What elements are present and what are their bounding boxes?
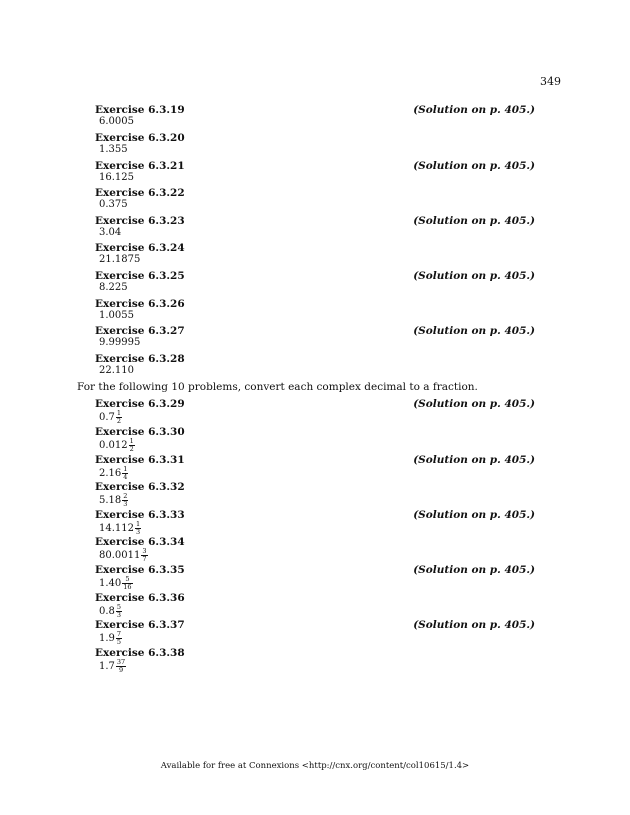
exercise-item [95,619,535,646]
exercise-value: 22.110 [99,365,134,376]
exercise-title: Exercise 6.3.32 [95,481,185,493]
exercise-value [99,493,128,508]
exercise-title: Exercise 6.3.29 [95,398,185,410]
decimal-part: 1.7 [99,661,115,672]
fraction [122,466,128,481]
exercise-title: Exercise 6.3.27 [95,325,185,337]
solution-link[interactable]: (Solution on p. 405.) [413,325,535,337]
decimal-part: 2.16 [99,468,122,479]
solution-link[interactable]: (Solution on p. 405.) [413,270,535,282]
solution-link[interactable]: (Solution on p. 405.) [413,104,535,116]
exercise-title: Exercise 6.3.33 [95,509,185,521]
fraction [122,576,132,591]
footer-text: Available for free at Connexions <http://cnx.org/content/col10615/1.4> [160,761,470,771]
exercise-title: Exercise 6.3.38 [95,647,185,659]
exercise-item [95,132,535,156]
fraction [141,548,147,563]
exercise-value: 9.99995 [99,337,141,348]
exercise-item [95,325,535,349]
exercise-value: 3.04 [99,227,122,238]
exercise-title: Exercise 6.3.26 [95,298,185,310]
exercise-title: Exercise 6.3.28 [95,353,185,365]
fraction-numerator: 5 [122,576,132,584]
fraction-denominator: 9 [118,666,124,674]
fraction-denominator: 2 [129,445,134,453]
exercise-title: Exercise 6.3.35 [95,564,185,576]
exercise-value [99,631,122,646]
exercise-value [99,548,148,563]
fraction-denominator: 4 [123,473,128,481]
exercise-item [95,481,535,508]
exercise-item [95,398,535,425]
fraction-numerator: 1 [123,465,128,473]
fraction-numerator: 1 [136,520,141,528]
decimal-part: 0.8 [99,606,115,617]
fraction-denominator: 16 [123,583,132,591]
exercise-value: 16.125 [99,172,134,183]
solution-link[interactable]: (Solution on p. 405.) [413,619,535,631]
fraction-numerator: 5 [116,603,122,611]
fraction-numerator: 3 [142,547,147,555]
exercise-title: Exercise 6.3.20 [95,132,185,144]
exercise-value [99,438,135,453]
exercise-item [95,353,535,377]
solution-link[interactable]: (Solution on p. 405.) [413,398,535,410]
exercise-title: Exercise 6.3.21 [95,160,185,172]
exercise-item [95,187,535,211]
fraction-denominator: 7 [142,555,147,563]
solution-link[interactable]: (Solution on p. 405.) [413,215,535,227]
fraction [116,659,126,674]
exercise-value: 8.225 [99,282,128,293]
exercise-title: Exercise 6.3.25 [95,270,185,282]
instruction-text: For the following 10 problems, convert each complex decimal to a fraction. [77,381,478,393]
exercise-item [95,592,535,619]
exercise-value: 6.0005 [99,116,134,127]
decimal-part: 0.7 [99,412,115,423]
exercise-value: 0.375 [99,199,128,210]
decimal-part: 0.012 [99,440,128,451]
exercise-title: Exercise 6.3.31 [95,454,185,466]
decimal-part: 5.18 [99,495,122,506]
exercise-item [95,160,535,184]
exercise-title: Exercise 6.3.24 [95,242,185,254]
fraction-numerator: 1 [116,409,122,417]
exercise-title: Exercise 6.3.19 [95,104,185,116]
exercise-item [95,647,535,674]
fraction-denominator: 3 [123,500,128,508]
decimal-part: 14.112 [99,523,134,534]
exercise-title: Exercise 6.3.37 [95,619,185,631]
decimal-part: 80.0011 [99,550,141,561]
fraction-numerator: 7 [116,630,122,638]
fraction [129,438,135,453]
exercise-value [99,604,122,619]
solution-link[interactable]: (Solution on p. 405.) [413,160,535,172]
exercise-item [95,426,535,453]
exercise-value: 1.0055 [99,310,134,321]
exercise-value [99,466,128,481]
fraction [135,521,141,536]
exercise-item [95,298,535,322]
fraction [122,493,128,508]
page-number: 349 [540,75,561,88]
exercise-item [95,564,535,591]
exercise-item [95,454,535,481]
fraction-denominator: 3 [136,528,141,536]
fraction-denominator: 3 [116,611,122,619]
fraction-numerator: 2 [123,492,128,500]
exercise-title: Exercise 6.3.23 [95,215,185,227]
exercise-item [95,104,535,128]
fraction-numerator: 37 [116,658,126,666]
solution-link[interactable]: (Solution on p. 405.) [413,564,535,576]
exercise-item [95,509,535,536]
fraction [116,604,122,619]
decimal-part: 1.9 [99,633,115,644]
fraction-denominator: 2 [116,417,122,425]
exercise-value [99,521,141,536]
exercise-value [99,410,122,425]
exercise-item [95,242,535,266]
exercise-value: 21.1875 [99,254,141,265]
exercise-item [95,215,535,239]
solution-link[interactable]: (Solution on p. 405.) [413,509,535,521]
exercise-title: Exercise 6.3.30 [95,426,185,438]
exercise-title: Exercise 6.3.22 [95,187,185,199]
exercise-value [99,576,133,591]
exercise-item [95,536,535,563]
fraction [116,410,122,425]
fraction [116,631,122,646]
fraction-numerator: 1 [129,437,134,445]
exercise-value [99,659,126,674]
decimal-part: 1.40 [99,578,122,589]
fraction-denominator: 5 [116,638,122,646]
exercise-item [95,270,535,294]
exercise-value: 1.355 [99,144,128,155]
exercise-title: Exercise 6.3.36 [95,592,185,604]
exercise-title: Exercise 6.3.34 [95,536,185,548]
solution-link[interactable]: (Solution on p. 405.) [413,454,535,466]
